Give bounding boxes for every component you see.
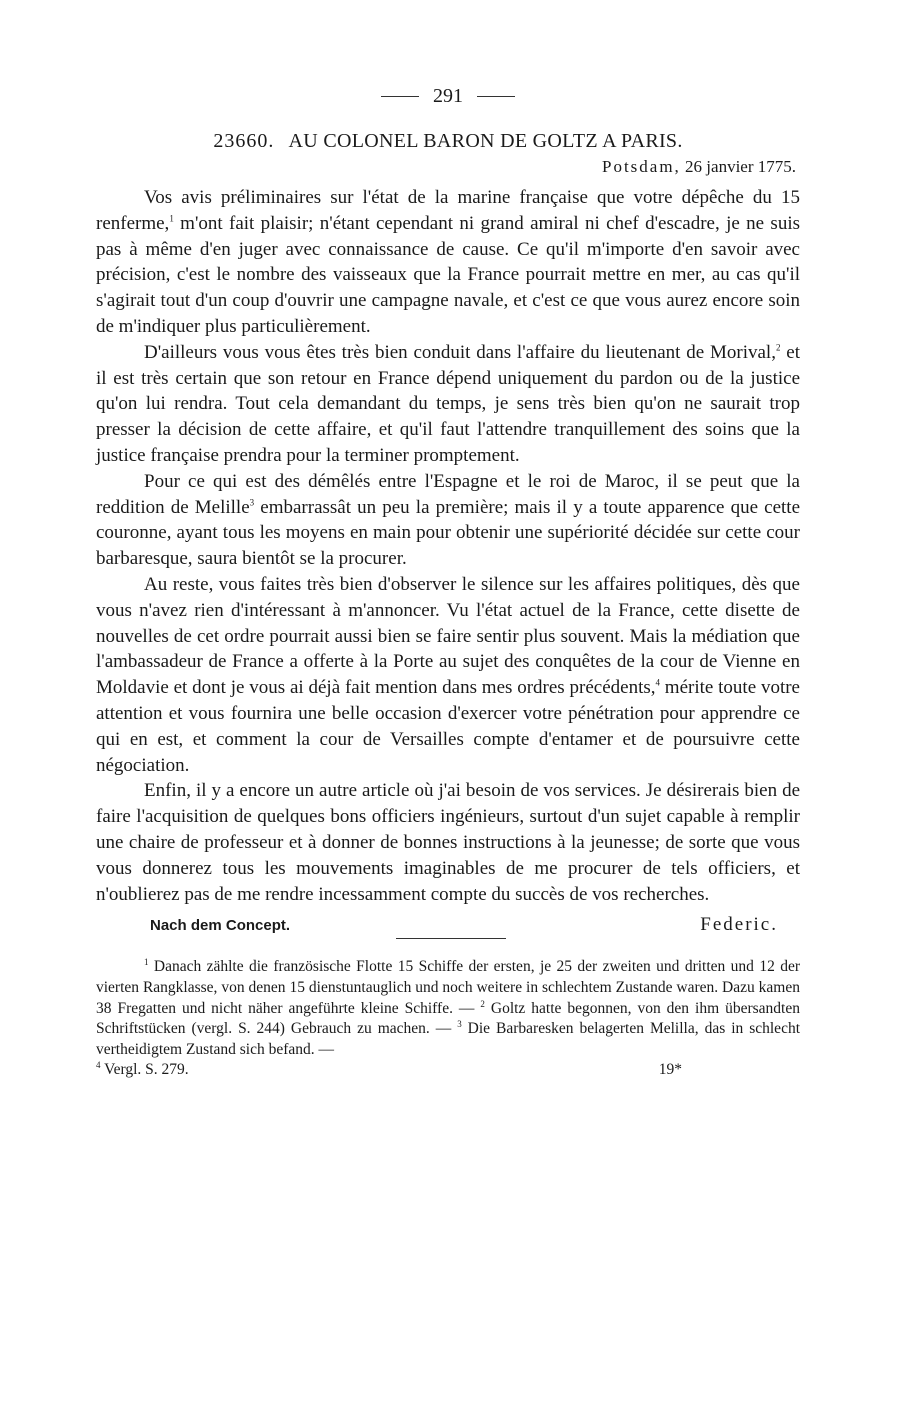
footnote-4 <box>96 1060 189 1080</box>
paragraph <box>96 778 800 907</box>
footnote-4-text: Vergl. S. 279. <box>100 1061 189 1079</box>
footnote-marker: 2 <box>775 342 781 353</box>
text-run: et il est très certain que son retour en France dépend uniquement du pardon ou de la justice qu'on lui rendra. Tout cela demandant du temps, je sens très bien qu'on ne saurait trop presser la décision de cette affaire, et qu'il faut l'attendre tranquillement des soins que la justice française prendra pour la terminer promptement. <box>96 341 800 466</box>
paragraph <box>96 469 800 572</box>
letter-heading <box>96 130 800 153</box>
footnote-marker: 2 <box>480 998 485 1009</box>
date: 26 janvier 1775. <box>685 157 796 176</box>
text-run: Au reste, vous faites très bien d'observer le silence sur les affaires politiques, dès que vous n'avez rien d'intéressant à m'annoncer. Vu l'état actuel de la France, cette disette de nouvelles de cet ordre pourrait aussi bien se faire sentir plus souvent. Mais la médiation que l'ambassadeur de France a offerte à la Porte au sujet des conquêtes de la cour de Vienne en Moldavie et dont je vous ai déjà fait mention dans mes ordres précédents, <box>96 573 800 699</box>
text-run: Danach zählte die französische Flotte 15 Schiffe der ersten, je 25 der zweiten und dritten und 12 der vierten Rangklasse, von denen 15 dienstuntauglich und noch weitere in schlechtem Zustande waren. Dazu kamen 38 Fregatten und nicht näher angeführte kleine Schiffe. — <box>96 958 800 1017</box>
letter-title: AU COLONEL BARON DE GOLTZ A PARIS. <box>288 130 683 152</box>
footnote-4-marker: 4 <box>96 1060 101 1071</box>
page-header <box>96 78 800 114</box>
letter-number: 23660. <box>213 130 275 152</box>
text-run: embarrassât un peu la première; mais il y a toute apparence que cette couronne, ayant tous les moyens en main pour obtenir une supériorité décidée sur cette cour barbaresque, saura bientôt se la procurer. <box>96 496 801 570</box>
text-run: Die Barbaresken belagerten Melilla, das in schlecht vertheidigtem Zustand sich befand. — <box>96 1020 800 1058</box>
signature: Federic. <box>700 914 778 936</box>
text-run: m'ont fait plaisir; n'étant cependant ni grand amiral ni chef d'escadre, je ne suis pas à même d'en juger avec connaissance de cause. Ce qu'il m'importe d'en savoir avec précision, c'est le nombre des vaisseaux que la France pourrait mettre en mer, au cas qu'il s'agirait tout d'un coup d'ouvrir une campagne navale, et c'est ce que vous aurez encore soin de m'indiquer plus particulièrement. <box>96 212 800 337</box>
text-run: Goltz hatte begonnen, von den ihm übersandten Schriftstücken (vergl. S. 244) Gebrauch zu machen. — <box>96 999 800 1038</box>
text-run: mérite toute votre attention et vous fournira une belle occasion d'exercer votre pénétration pour apprendre ce qui en est, et comment la cour de Versailles compte d'entamer et de poursuivre cette négociation. <box>96 677 800 776</box>
footnote-marker: 1 <box>169 213 174 224</box>
source-note: Nach dem Concept. <box>150 917 291 935</box>
footnote-marker: 1 <box>144 957 149 968</box>
paragraph <box>96 572 800 778</box>
paragraph <box>96 185 800 340</box>
signature-mark: 19* <box>658 1061 682 1079</box>
text-run: D'ailleurs vous vous êtes très bien conduit dans l'affaire du lieutenant de Morival, <box>144 341 776 363</box>
document-page <box>96 78 800 1080</box>
footnote-marker: 3 <box>457 1018 462 1029</box>
page-number: 291 <box>433 84 463 107</box>
footnotes-text <box>96 957 800 1060</box>
header-rule-right <box>477 96 515 97</box>
text-run: Vos avis préliminaires sur l'état de la marine française que votre dépêche du 15 renferme, <box>96 187 800 234</box>
text-run: Enfin, il y a encore un autre article où j'ai besoin de vos services. Je désirerais bien de faire l'acquisition de quelques bons officiers ingénieurs, surtout d'un sujet capable à remplir une chaire de professeur et à donner de bonnes instructions à la jeunesse; de sorte que vous vous donnerez tous les mouvements imaginables de me procurer de tels officiers, et n'oublierez pas de me rendre incessamment compte du succès de vos recherches. <box>96 780 800 905</box>
place: Potsdam, <box>601 157 681 176</box>
footnote-marker: 4 <box>655 677 660 688</box>
closing <box>96 913 800 936</box>
footnotes <box>96 957 800 1060</box>
footnote-last-line <box>96 1060 800 1080</box>
footnote-separator <box>396 938 506 939</box>
text-run: Pour ce qui est des démêlés entre l'Espagne et le roi de Maroc, il se peut que la reddition de Melille <box>96 470 800 518</box>
footnote-marker: 3 <box>249 497 255 508</box>
paragraph <box>96 340 800 469</box>
dateline <box>96 157 800 177</box>
letter-body <box>96 185 800 907</box>
header-rule-left <box>381 96 419 97</box>
